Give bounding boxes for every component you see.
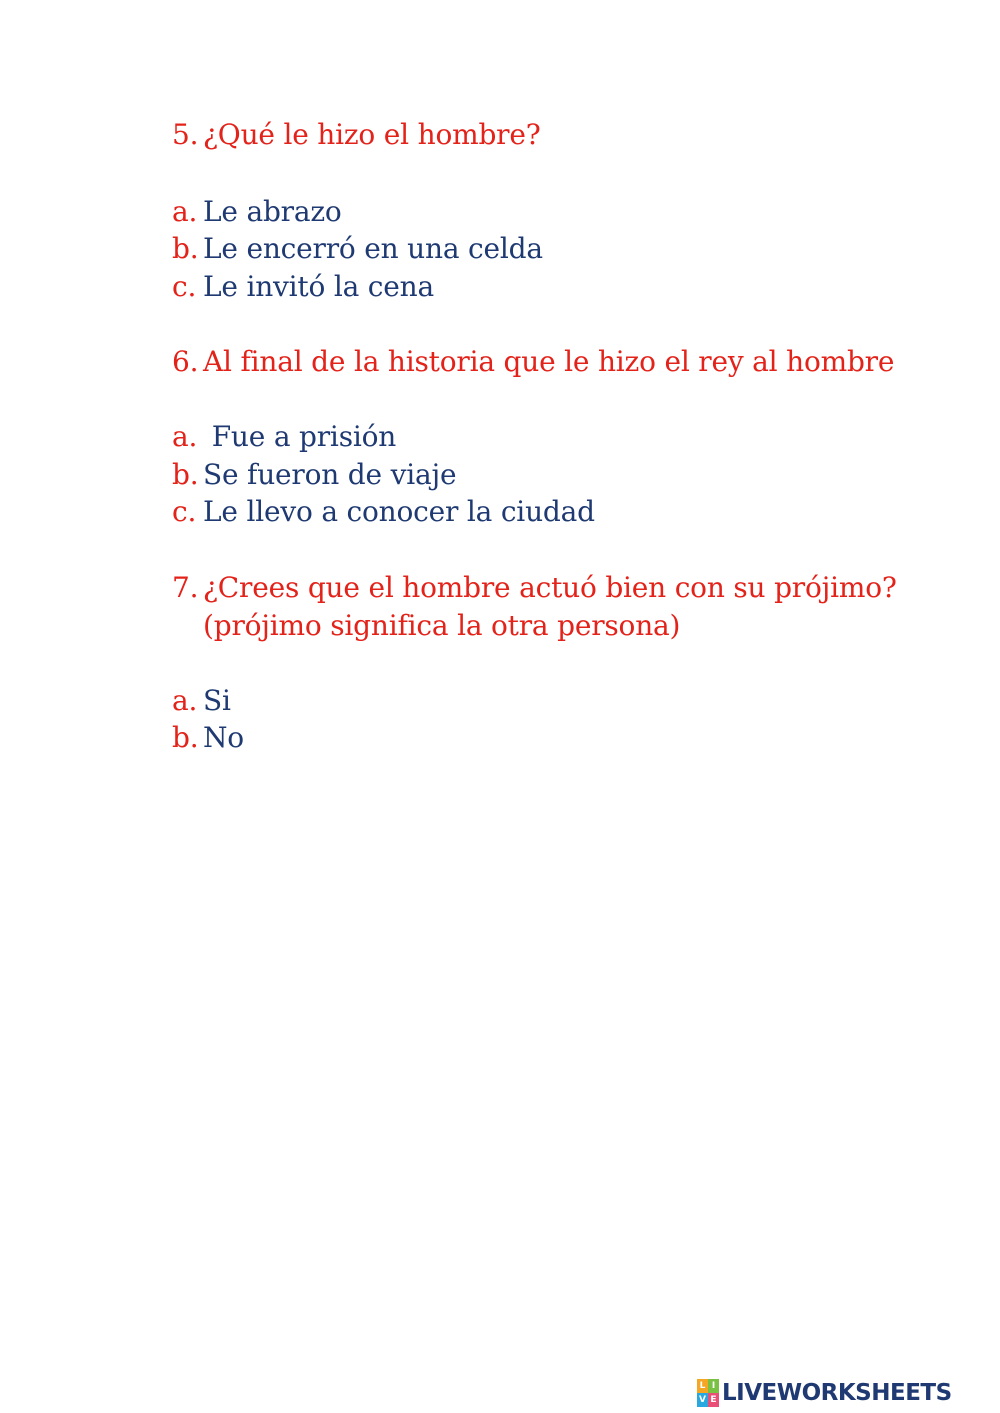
option-6a[interactable] [172, 418, 396, 456]
question-5 [172, 116, 541, 154]
option-5b[interactable] [172, 230, 543, 268]
logo-mark-letter: L [697, 1379, 708, 1393]
option-5c[interactable] [172, 268, 434, 306]
option-letter: c. [172, 270, 197, 303]
option-letter: a. [172, 684, 198, 717]
liveworksheets-logo [697, 1377, 952, 1409]
question-text-continued: (prójimo significa la otra persona) [203, 609, 681, 642]
logo-text: LIVEWORKSHEETS [722, 1380, 952, 1406]
option-letter: b. [172, 232, 199, 265]
live-logo-icon [697, 1379, 719, 1407]
option-letter: b. [172, 721, 199, 754]
option-text: Le llevo a conocer la ciudad [203, 495, 595, 528]
option-text: Fue a prisión [203, 420, 397, 453]
question-number: 7. [172, 571, 199, 604]
option-letter: a. [172, 195, 198, 228]
question-6 [172, 343, 894, 381]
option-5a[interactable] [172, 193, 342, 231]
question-7 [172, 569, 897, 607]
question-number: 5. [172, 118, 199, 151]
option-letter: c. [172, 495, 197, 528]
option-text: No [203, 721, 244, 754]
option-6c[interactable] [172, 493, 595, 531]
option-text: Si [203, 684, 231, 717]
option-letter: a. [172, 420, 198, 453]
question-text: ¿Crees que el hombre actuó bien con su prójimo? [203, 571, 897, 604]
option-text: Le invitó la cena [203, 270, 434, 303]
question-7-line2 [172, 607, 680, 645]
option-letter: b. [172, 458, 199, 491]
option-6b[interactable] [172, 456, 456, 494]
logo-mark-letter: V [697, 1393, 708, 1407]
option-7b[interactable] [172, 719, 244, 757]
option-text: Se fueron de viaje [203, 458, 457, 491]
question-number: 6. [172, 345, 199, 378]
option-7a[interactable] [172, 682, 231, 720]
option-text: Le abrazo [203, 195, 342, 228]
question-text: ¿Qué le hizo el hombre? [203, 118, 541, 151]
question-text: Al final de la historia que le hizo el rey al hombre [203, 345, 895, 378]
logo-mark-letter: I [708, 1379, 719, 1393]
logo-mark-letter: E [708, 1393, 719, 1407]
option-text: Le encerró en una celda [203, 232, 543, 265]
